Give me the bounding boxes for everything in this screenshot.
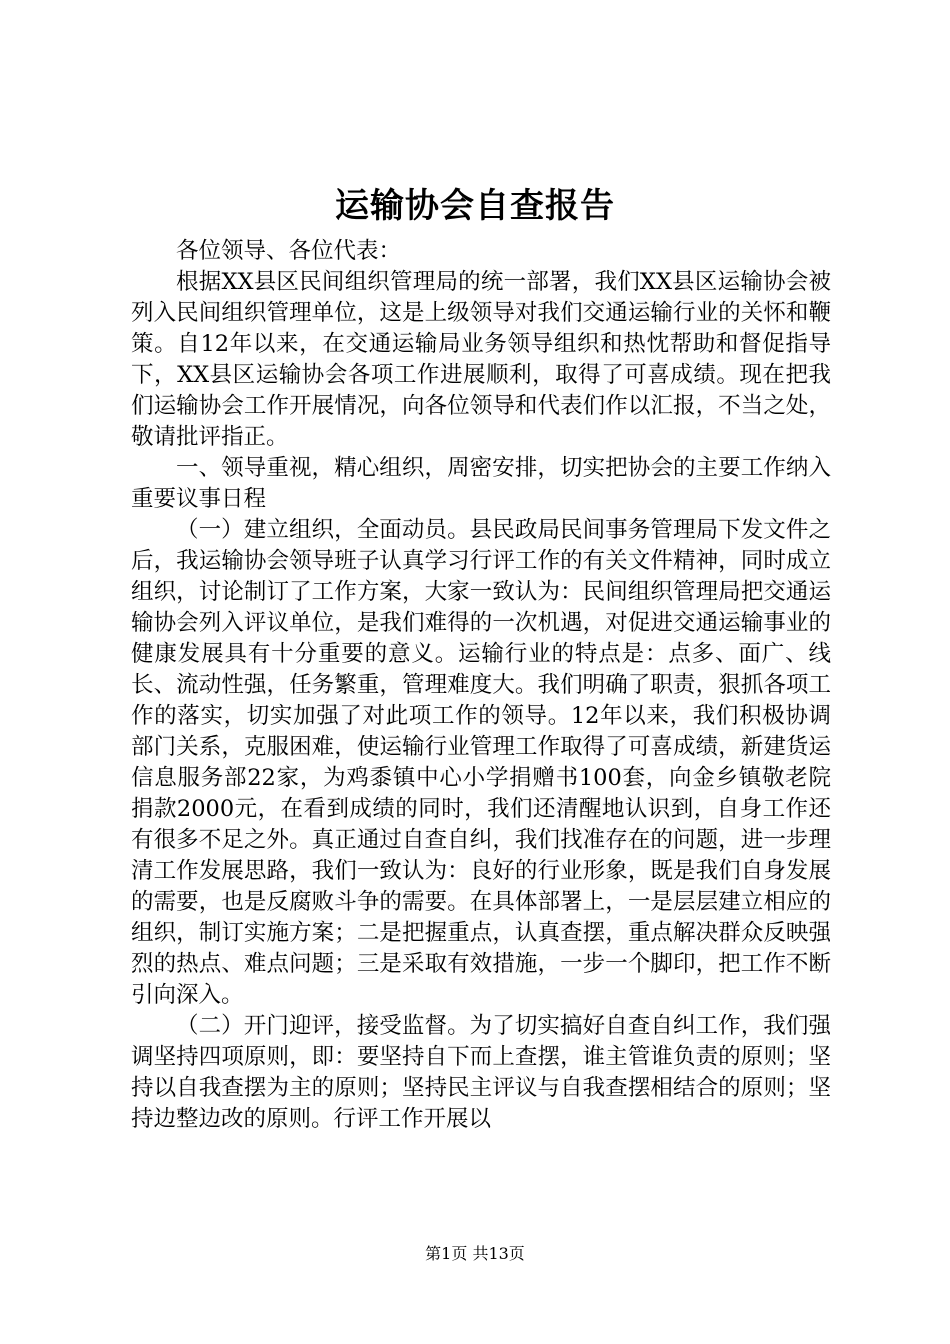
section-heading: 一、领导重视，精心组织，周密安排，切实把协会的主要工作纳入重要议事日程 [131,455,831,512]
salutation-paragraph: 各位领导、各位代表： [176,238,402,264]
document-body [131,236,831,1135]
document-title: 运输协会自查报告 [335,186,615,226]
intro-paragraph: 根据XX县区民间组织管理局的统一部署，我们XX县区运输协会被列入民间组织管理单位，这是上级领导对我们交通运输行业的关怀和鞭策。自12年以来，在交通运输局业务领导组织和热忱帮助和督促指导下，XX县区运输协会各项工作进展顺利，取得了可喜成绩。现在把我们运输协会工作开展情况，向各位领导和代表们作以汇报，不当之处，敬请批评指正。 [131,269,831,450]
subsection-1-paragraph: （一）建立组织，全面动员。县民政局民间事务管理局下发文件之后，我运输协会领导班子认真学习行评工作的有关文件精神，同时成立组织，讨论制订了工作方案，大家一致认为：民间组织管理局把交通运输协会列入评议单位，是我们难得的一次机遇，对促进交通运输事业的健康发展具有十分重要的意义。运输行业的特点是：点多、面广、线长、流动性强，任务繁重，管理难度大。我们明确了职责，狠抓各项工作的落实，切实加强了对此项工作的领导。12年以来，我们积极协调部门关系，克服困难，使运输行业管理工作取得了可喜成绩，新建货运信息服务部22家，为鸡黍镇中心小学捐赠书100套，向金乡镇敬老院捐款2000元，在看到成绩的同时，我们还清醒地认识到，自身工作还有很多不足之外。真正通过自查自纠，我们找准存在的问题，进一步理清工作发展思路，我们一致认为：良好的行业形象，既是我们自身发展的需要，也是反腐败斗争的需要。在具体部署上，一是层层建立相应的组织，制订实施方案；二是把握重点，认真查摆，重点解决群众反映强烈的热点、难点问题；三是采取有效措施，一步一个脚印，把工作不断引向深入。 [131,517,831,1008]
subsection-2-paragraph: （二）开门迎评，接受监督。为了切实搞好自查自纠工作，我们强调坚持四项原则，即：要坚持自下而上查摆，谁主管谁负责的原则；坚持以自我查摆为主的原则；坚持民主评议与自我查摆相结合的原则；坚持边整边改的原则。行评工作开展以 [131,1013,831,1132]
page-number-footer: 第1页 共13页 [425,1244,525,1263]
